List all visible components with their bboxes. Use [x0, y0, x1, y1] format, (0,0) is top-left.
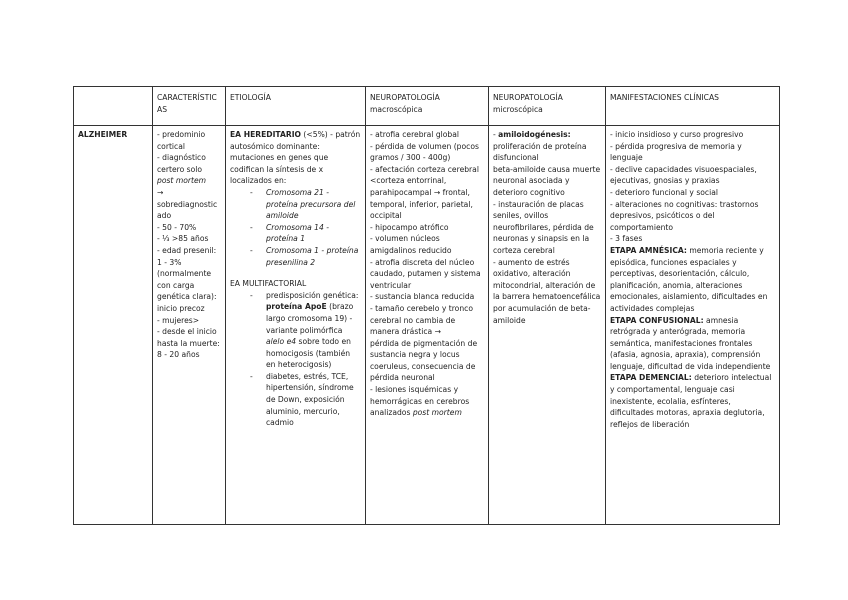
- macro-line: - lesiones isquémicas y hemorrágicas en cerebros analizados post mortem: [370, 385, 470, 418]
- manifestaciones-cell: [606, 126, 780, 525]
- etio-factor-item: - predisposición genética: proteína ApoE (brazo largo cromosoma 19) - variante polimórfica alelo e4 sobre todo en homocigosis (también en heterocigosis): [250, 290, 359, 370]
- micro-line: - instauración de placas seniles, ovillos neurofibrilares, pérdida de neuronas y sinapsis en la corteza cerebral: [493, 199, 594, 255]
- macro-line: - tamaño cerebelo y tronco cerebral no cambia de manera drástica →: [370, 303, 473, 337]
- etio-hereditario: EA HEREDITARIO (<5%) - patrón autosómico dominante: mutaciones en genes que codifican la síntesis de x localizados en:: [230, 130, 361, 186]
- alzheimer-table: [73, 86, 780, 525]
- car-line: - edad presenil: 1 - 3% (normalmente con carga genética clara): inicio precoz: [157, 245, 217, 313]
- macroscopica-cell: [366, 126, 489, 525]
- macro-line: - atrofia cerebral global: [370, 130, 459, 139]
- header-micro-sub: microscópica: [493, 104, 543, 114]
- macro-line: - afectación corteza cerebral <corteza entorrinal, parahipocampal → frontal, temporal, inferior, parietal, occipital: [370, 164, 479, 221]
- etio-gene-item: - Cromosoma 1 - proteína presenilina 2: [250, 245, 359, 267]
- micro-line: beta-amiloide causa muerte neuronal asociada y deterioro cognitivo: [493, 164, 601, 197]
- caracteristicas-cell: [153, 126, 226, 525]
- car-line: - 50 - 70%: [157, 222, 197, 232]
- manif-stage: ETAPA DEMENCIAL: deterioro intelectual y comportamental, lenguaje casi inexistente, ecolalia, esfínteres, dificultades motoras, apraxia deglutoria, reflejos de liberación: [610, 373, 772, 429]
- microscopica-cell: [489, 126, 606, 525]
- header-micro-title: NEUROPATOLOGÍA: [493, 93, 563, 102]
- header-etiologia: ETIOLOGÍA: [226, 87, 366, 126]
- car-line: - diagnóstico certero solo: [157, 153, 206, 174]
- macro-line: - hipocampo atrófico: [370, 222, 449, 232]
- manif-line: - declive capacidades visuoespaciales, ejecutivas, gnosias y praxias: [610, 164, 757, 186]
- macro-line: - volumen núcleos amigdalinos reducido: [370, 234, 452, 255]
- header-empty: [74, 87, 153, 126]
- manif-stage: ETAPA CONFUSIONAL: amnesia retrógrada y anterógrada, memoria semántica, manifestaciones frontales (afasia, agnosia, apraxia), comprensión lenguaje, dificultad de vida independiente: [610, 315, 771, 371]
- car-line: - desde el inicio hasta la muerte: 8 - 20 años: [157, 327, 220, 360]
- macro-line: - pérdida de volumen (pocos gramos / 300 - 400g): [370, 141, 479, 163]
- etio-gene-item: - Cromosoma 21 - proteína precursora del amiloide: [250, 187, 356, 221]
- etio-factor-item: - diabetes, estrés, TCE, hipertensión, síndrome de Down, exposición aluminio, mercurio, cadmio: [250, 371, 354, 428]
- header-manifestaciones: MANIFESTACIONES CLÍNICAS: [606, 87, 780, 126]
- header-neuropatologia-micro: [489, 87, 606, 126]
- header-macro-title: NEUROPATOLOGÍA: [370, 93, 440, 102]
- micro-line: - amiloidogénesis: proliferación de proteína disfuncional: [493, 130, 587, 163]
- macro-line: pérdida de pigmentación de sustancia negra y locus coeruleus, consecuencia de pérdida neuronal: [370, 338, 478, 383]
- manif-stage: ETAPA AMNÉSICA: memoria reciente y episódica, funciones espaciales y perceptivas, desorientación, cálculo, planificación, anomia, alteraciones emocionales, aislamiento, dificultades en actividades complejas: [610, 245, 768, 313]
- etio-multifactorial: EA MULTIFACTORIAL: [230, 279, 307, 289]
- car-line: - predominio cortical: [157, 130, 206, 151]
- header-neuropatologia-macro: [366, 87, 489, 126]
- manif-line: - 3 fases: [610, 234, 643, 244]
- manif-line: - alteraciones no cognitivas: trastornos depresivos, psicóticos o del comportamiento: [610, 199, 759, 232]
- macro-line: - sustancia blanca reducida: [370, 292, 475, 302]
- micro-line: - aumento de estrés oxidativo, alteración mitocondrial, alteración de la barrera hematoencefálica por acumulación de beta-amiloide: [493, 257, 601, 325]
- manif-line: - pérdida progresiva de memoria y lenguaje: [610, 141, 742, 163]
- car-line: post mortem: [157, 176, 207, 186]
- macro-line: - atrofia discreta del núcleo caudado, putamen y sistema ventricular: [370, 257, 481, 290]
- car-line: - mujeres>: [157, 315, 200, 325]
- manif-line: - deterioro funcional y social: [610, 187, 718, 197]
- manif-line: - inicio insidioso y curso progresivo: [610, 130, 744, 139]
- etiologia-cell: [226, 126, 366, 525]
- header-row: [74, 87, 780, 126]
- etio-gene-item: - Cromosoma 14 - proteína 1: [250, 222, 329, 244]
- row-name: ALZHEIMER: [74, 126, 153, 525]
- car-line: - ⅓ >85 años: [157, 234, 209, 244]
- car-line: → sobrediagnosticado: [157, 187, 218, 221]
- header-macro-sub: macroscópica: [370, 104, 423, 114]
- header-caracteristicas: CARACTERÍSTICAS: [153, 87, 226, 126]
- table-row: [74, 126, 780, 525]
